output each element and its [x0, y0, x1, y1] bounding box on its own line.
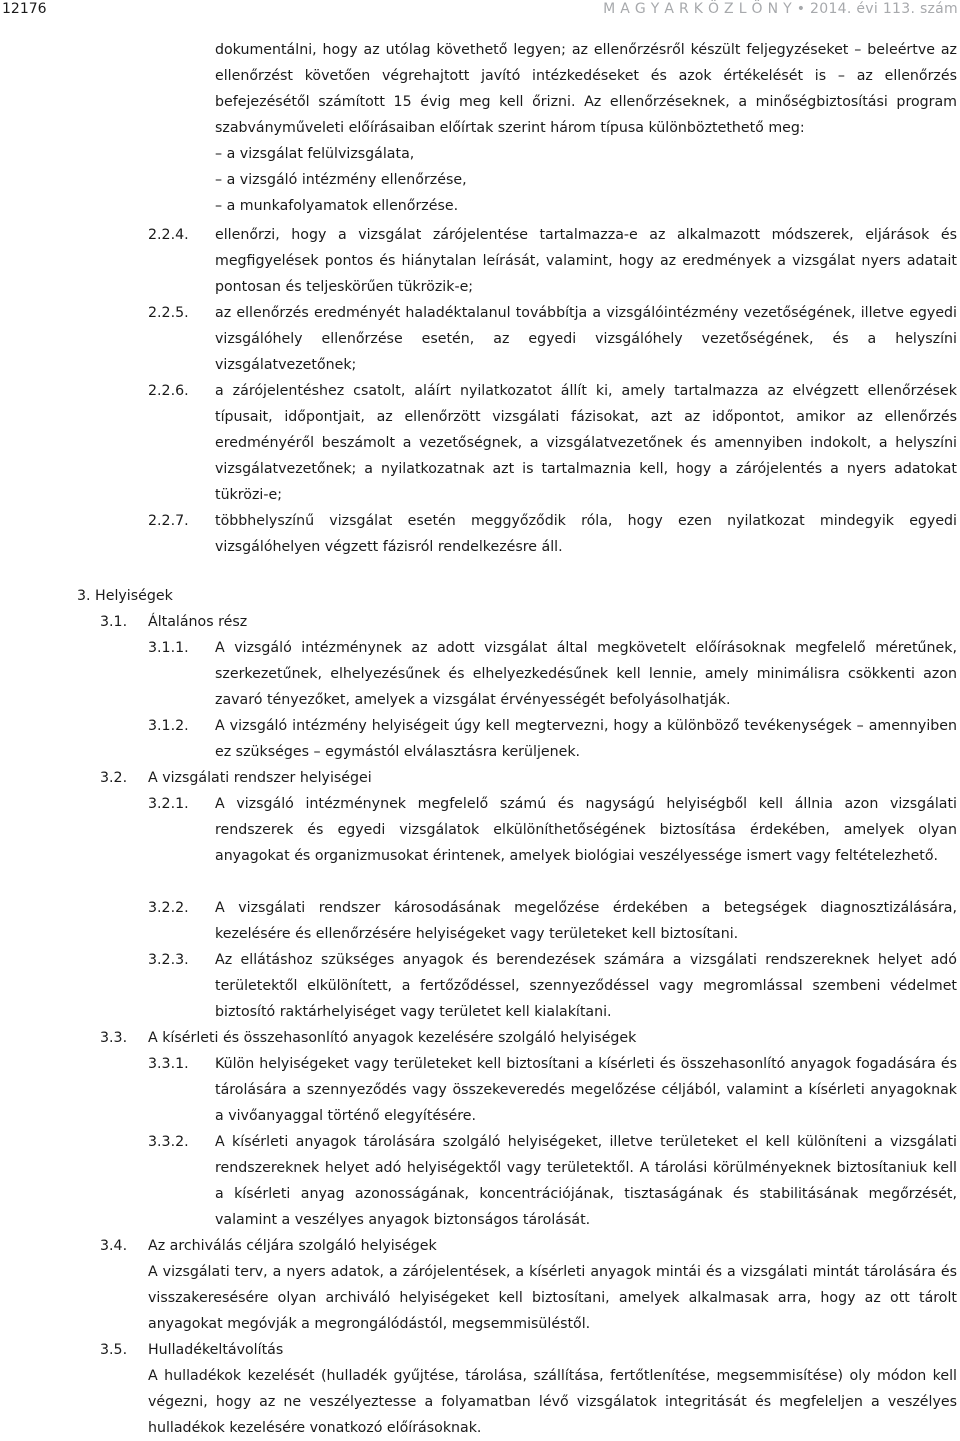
clause-text: Az ellátáshoz szükséges anyagok és berendezések számára a vizsgálati rendszereknek helyet adó területektől elkülönített, a fertőződéssel, szennyeződéssel vagy megromlással szembeni védelmet biztosító raktárhelyiséget vagy területet kell kialakítani.: [215, 952, 957, 1020]
clause-number: 3.1.2.: [148, 718, 189, 734]
clause-text: A vizsgáló intézménynek az adott vizsgálat által megkövetelt előírásoknak megfelelő méretűnek, szerkezetűnek, elhelyezésűnek és elhelyezkedésűnek kell lennie, amely minimálisra csökkenti azon zavaró tényezőket, amelyek a vizsgálat érvényességét befolyásolhatják.: [215, 640, 957, 708]
page-number: 12176: [2, 1, 47, 17]
clause-number: 3.3.2.: [148, 1134, 189, 1150]
subsection-number: 3.1.: [100, 614, 128, 630]
subsection-title: Hulladékeltávolítás: [148, 1342, 284, 1358]
list-item: – a munkafolyamatok ellenőrzése.: [215, 198, 459, 214]
subsection-title: Az archiválás céljára szolgáló helyiségek: [148, 1238, 437, 1254]
clause-text: Külön helyiségeket vagy területeket kell biztosítani a kísérleti és összehasonlító anyagok fogadására és tárolására a szennyeződés vagy összekeveredés megelőzése céljából, valamint a kísérleti anyagoknak a vivőanyaggal történő elegyítésére.: [215, 1056, 957, 1124]
clause-number: 2.2.4.: [148, 227, 189, 243]
clause-number: 2.2.6.: [148, 383, 189, 399]
clause-number: 2.2.7.: [148, 513, 189, 529]
clause-number: 3.2.2.: [148, 900, 189, 916]
clause-text: a zárójelentéshez csatolt, aláírt nyilatkozatot állít ki, amely tartalmazza az elvégzett ellenőrzések típusait, időpontjait, az ellenőrzött vizsgálati fázisokat, azt az időpontot, amikor az ellenőrzés eredményéről beszámolt a vezetőségnek, a vizsgálatvezetőnek és amennyiben indokolt, a helyszíni vizsgálatvezetőnek; a nyilatkozatnak azt is tartalmaznia kell, hogy a zárójelentés a nyers adatokat tükrözi-e;: [215, 383, 957, 503]
clause-text: ellenőrzi, hogy a vizsgálat zárójelentése tartalmazza-e az alkalmazott módszerek, eljárások és megfigyelések pontos és hiánytalan leírását, valamint, hogy az eredmények a vizsgálat nyers adatait pontosan és teljeskörűen tükrözik-e;: [215, 227, 957, 295]
publication-title: M A G Y A R K Ö Z L Ö N Y • 2014. évi 113. szám: [603, 1, 958, 17]
subsection-title: A kísérleti és összehasonlító anyagok kezelésére szolgáló helyiségek: [148, 1030, 637, 1046]
list-item: – a vizsgálat felülvizsgálata,: [215, 146, 415, 162]
clause-number: 3.2.1.: [148, 796, 189, 812]
clause-text: A vizsgáló intézménynek megfelelő számú és nagyságú helyiségből kell állnia azon vizsgálati rendszerek és egyedi vizsgálatok elkülöníthetőségének biztosítása érdekében, amelyek olyan anyagokat és organizmusokat érintenek, amelyek biológiai veszélyessége ismert vagy feltételezhető.: [215, 796, 957, 864]
subsection-title: A vizsgálati rendszer helyiségei: [148, 770, 372, 786]
clause-number: 3.2.3.: [148, 952, 189, 968]
clause-text: A vizsgáló intézmény helyiségeit úgy kell megtervezni, hogy a különböző tevékenységek – amennyiben ez szükséges – egymástól elválasztásra kerüljenek.: [215, 718, 957, 760]
clause-text: A kísérleti anyagok tárolására szolgáló helyiségeket, illetve területeket el kell különíteni a vizsgálati rendszereknek helyet adó helyiségektől vagy területektől. A tárolási körülményeknek biztosítaniuk kell a kísérleti anyag azonosságának, koncentrációjának, tisztaságának és stabilitásának megőrzését, valamint a veszélyes anyagok biztonságos tárolását.: [215, 1134, 957, 1228]
subsection-title: Általános rész: [148, 614, 248, 630]
page-header: [0, 0, 960, 24]
clause-text: többhelyszínű vizsgálat esetén meggyőződik róla, hogy ezen nyilatkozat mindegyik egyedi vizsgálóhelyen végzett fázisról rendelkezésre áll.: [215, 513, 957, 555]
subsection-number: 3.5.: [100, 1342, 128, 1358]
clause-number: 2.2.5.: [148, 305, 189, 321]
clause-text: A vizsgálati rendszer károsodásának megelőzése érdekében a betegségek diagnosztizálására, kezelésére és ellenőrzésére helyiségeket vagy területeket kell biztosítani.: [215, 900, 957, 942]
subsection-number: 3.4.: [100, 1238, 128, 1254]
subsection-number: 3.3.: [100, 1030, 128, 1046]
subsection-text: A vizsgálati terv, a nyers adatok, a zárójelentések, a kísérleti anyagok mintái és a vizsgálati mintát tárolására és visszakeresésére olyan archiváló helyiségeket kell biztosítani, amelyek alkalmasak arra, hogy az ott tárolt anyagokat megóvják a megrongálódástól, megsemmisüléstől.: [148, 1264, 957, 1332]
clause-number: 3.1.1.: [148, 640, 189, 656]
intro-paragraph: dokumentálni, hogy az utólag követhető legyen; az ellenőrzésről készült feljegyzéseket – beleértve az ellenőrzést követően végrehajtott javító intézkedéseket és azok értékelését is – az ellenőrzés befejezésétől számított 15 évig meg kell őrizni. Az ellenőrzéseknek, a minőségbiztosítási program szabványműveleti előírásaiban előírtak szerint három típusa különböztethető meg:: [215, 42, 957, 136]
subsection-number: 3.2.: [100, 770, 128, 786]
section-heading: 3. Helyiségek: [77, 588, 173, 604]
list-item: – a vizsgáló intézmény ellenőrzése,: [215, 172, 467, 188]
clause-number: 3.3.1.: [148, 1056, 189, 1072]
subsection-text: A hulladékok kezelését (hulladék gyűjtése, tárolása, szállítása, fertőtlenítése, megsemmisítése) oly módon kell végezni, hogy az ne veszélyeztesse a folyamatban lévő vizsgálatok integritását és megfeleljen a veszélyes hulladékok kezelésére vonatkozó előírásoknak.: [148, 1368, 957, 1436]
clause-text: az ellenőrzés eredményét haladéktalanul továbbítja a vizsgálóintézmény vezetőségének, illetve egyedi vizsgálóhely ellenőrzése esetén, az egyedi vizsgálóhely vezetőségének, és a helyszíni vizsgálatvezetőnek;: [215, 305, 957, 373]
